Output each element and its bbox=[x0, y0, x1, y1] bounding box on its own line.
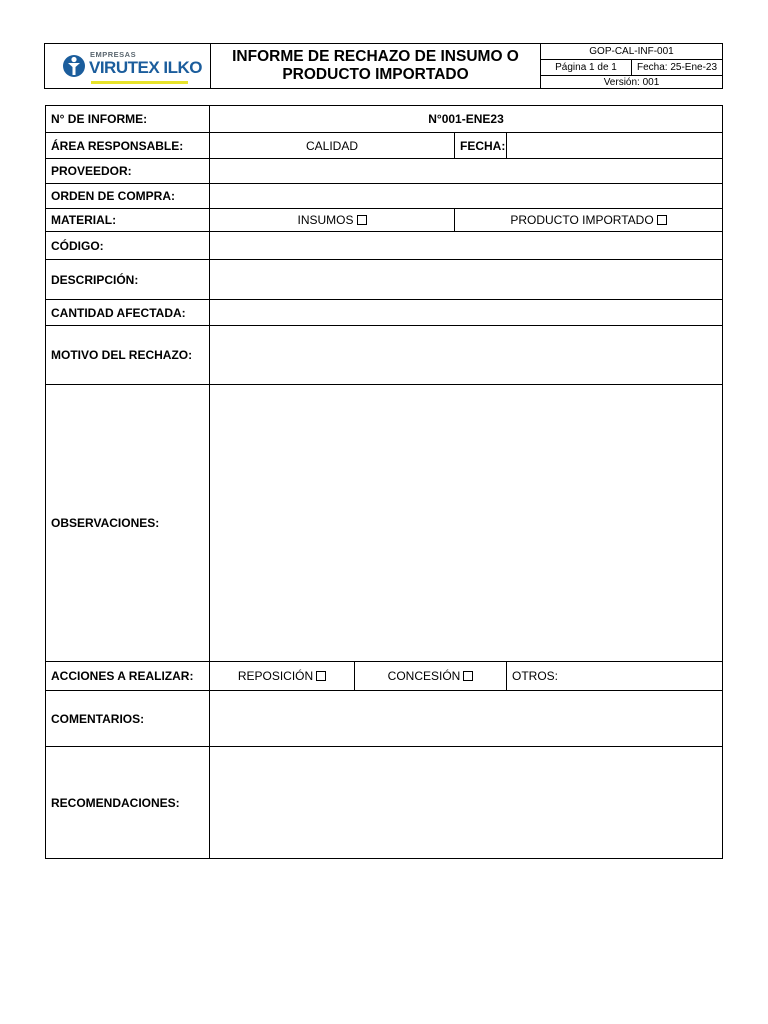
logo-underline bbox=[91, 81, 188, 84]
row-material bbox=[46, 209, 723, 232]
codigo-field[interactable] bbox=[210, 232, 723, 260]
proveedor-field[interactable] bbox=[210, 159, 723, 184]
informe-value[interactable]: N°001-ENE23 bbox=[210, 106, 723, 133]
document-header bbox=[44, 43, 723, 89]
fecha-field[interactable] bbox=[507, 133, 723, 159]
row-motivo bbox=[46, 326, 723, 385]
document-title bbox=[211, 44, 541, 88]
insumos-checkbox[interactable] bbox=[357, 215, 367, 225]
producto-importado-label: PRODUCTO IMPORTADO bbox=[510, 213, 654, 227]
descripcion-label: DESCRIPCIÓN: bbox=[46, 260, 210, 300]
area-label: ÁREA RESPONSABLE: bbox=[46, 133, 210, 159]
fecha-label: FECHA: bbox=[455, 133, 507, 159]
row-codigo bbox=[46, 232, 723, 260]
row-cantidad bbox=[46, 300, 723, 326]
row-comentarios bbox=[46, 691, 723, 747]
reposicion-checkbox[interactable] bbox=[316, 671, 326, 681]
row-observaciones bbox=[46, 385, 723, 662]
accion-option-reposicion[interactable] bbox=[210, 662, 355, 691]
area-value[interactable]: CALIDAD bbox=[210, 133, 455, 159]
rejection-form bbox=[45, 105, 723, 859]
motivo-field[interactable] bbox=[210, 326, 723, 385]
row-informe bbox=[46, 106, 723, 133]
cantidad-field[interactable] bbox=[210, 300, 723, 326]
title-line-2: PRODUCTO IMPORTADO bbox=[282, 66, 469, 83]
material-label: MATERIAL: bbox=[46, 209, 210, 232]
otros-label: OTROS: bbox=[512, 669, 559, 683]
reposicion-label: REPOSICIÓN bbox=[237, 669, 314, 683]
logo-name-text: VIRUTEX ILKO bbox=[89, 58, 203, 77]
page-number: Página 1 de 1 bbox=[541, 60, 632, 75]
descripcion-field[interactable] bbox=[210, 260, 723, 300]
document-date: Fecha: 25-Ene-23 bbox=[636, 62, 718, 73]
comentarios-label: COMENTARIOS: bbox=[46, 691, 210, 747]
concesion-checkbox[interactable] bbox=[463, 671, 473, 681]
row-descripcion bbox=[46, 260, 723, 300]
observaciones-label: OBSERVACIONES: bbox=[46, 385, 210, 662]
document-metadata bbox=[541, 44, 722, 88]
producto-importado-checkbox[interactable] bbox=[657, 215, 667, 225]
row-area bbox=[46, 133, 723, 159]
acciones-label: ACCIONES A REALIZAR: bbox=[46, 662, 210, 691]
orden-label: ORDEN DE COMPRA: bbox=[46, 184, 210, 209]
observaciones-field[interactable] bbox=[210, 385, 723, 662]
logo-top-text: EMPRESAS bbox=[90, 50, 137, 59]
row-orden bbox=[46, 184, 723, 209]
cantidad-label: CANTIDAD AFECTADA: bbox=[46, 300, 210, 326]
logo-mark-icon bbox=[62, 53, 86, 79]
motivo-label: MOTIVO DEL RECHAZO: bbox=[46, 326, 210, 385]
material-option-insumos[interactable] bbox=[210, 209, 455, 232]
codigo-label: CÓDIGO: bbox=[46, 232, 210, 260]
accion-option-concesion[interactable] bbox=[355, 662, 507, 691]
concesion-label: CONCESIÓN bbox=[387, 669, 461, 683]
document-code: GOP-CAL-INF-001 bbox=[541, 44, 722, 60]
recomendaciones-label: RECOMENDACIONES: bbox=[46, 747, 210, 859]
informe-label: N° DE INFORME: bbox=[46, 106, 210, 133]
row-recomendaciones bbox=[46, 747, 723, 859]
page-date-row bbox=[541, 60, 722, 76]
document-version: Versión: 001 bbox=[603, 76, 660, 88]
title-line-1: INFORME DE RECHAZO DE INSUMO O bbox=[232, 48, 519, 65]
comentarios-field[interactable] bbox=[210, 691, 723, 747]
insumos-label: INSUMOS bbox=[297, 213, 354, 227]
accion-option-otros[interactable] bbox=[507, 662, 723, 691]
orden-field[interactable] bbox=[210, 184, 723, 209]
row-acciones bbox=[46, 662, 723, 691]
proveedor-label: PROVEEDOR: bbox=[46, 159, 210, 184]
company-logo bbox=[45, 44, 211, 88]
recomendaciones-field[interactable] bbox=[210, 747, 723, 859]
material-option-producto[interactable] bbox=[455, 209, 723, 232]
row-proveedor bbox=[46, 159, 723, 184]
